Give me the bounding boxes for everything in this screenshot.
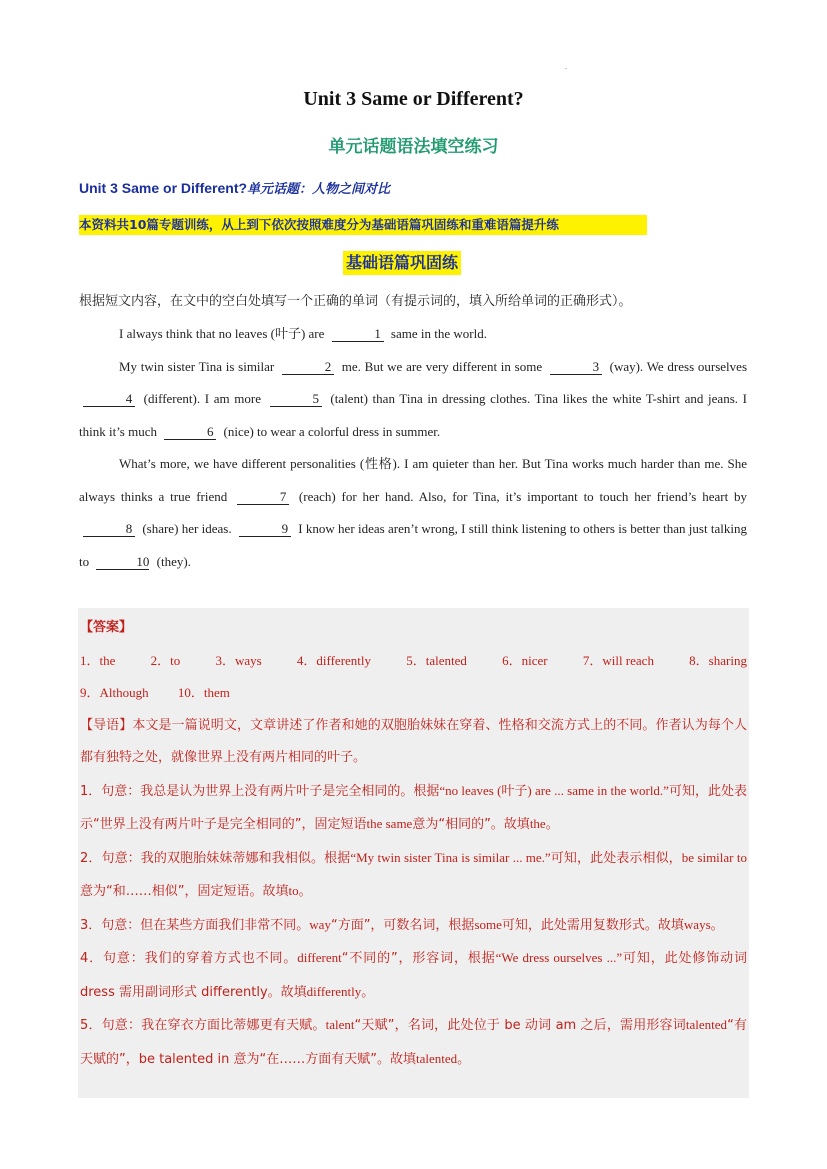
page-title: Unit 3 Same or Different? (303, 88, 524, 110)
blank-8[interactable]: 8 (83, 522, 135, 537)
answer-item: 3．ways (215, 652, 262, 668)
answer-item: 9．Although (80, 685, 149, 700)
blank-4[interactable]: 4 (83, 392, 135, 407)
blank-9[interactable]: 9 (239, 522, 291, 537)
page-subtitle: 单元话题语法填空练习 (328, 137, 499, 157)
answer-item: 5．talented (406, 652, 467, 668)
answer-item: 7．will reach (582, 652, 654, 668)
blank-6[interactable]: 6 (164, 425, 216, 440)
topic-prefix: Unit 3 Same or Different? (79, 180, 248, 196)
topic-label: 单元话题：人物之间对比 (247, 182, 391, 197)
answer-item: 4．differently (296, 652, 372, 668)
section-title: 基础语篇巩固练 (343, 251, 461, 275)
answer-header: 【答案】 (80, 620, 133, 635)
answer-item: 6．nicer (502, 652, 548, 668)
passage (79, 318, 747, 578)
material-note: 本资料共10篇专题训练，从上到下依次按照难度分为基础语篇巩固练和重难语篇提升练 (79, 215, 647, 235)
answer-section (80, 612, 747, 1076)
page-mark: . (565, 62, 567, 71)
blank-7[interactable]: 7 (237, 490, 289, 505)
answer-item: 10．them (177, 685, 230, 700)
blank-2[interactable]: 2 (282, 360, 334, 375)
blank-10[interactable]: 10 (96, 555, 149, 570)
blank-5[interactable]: 5 (270, 392, 322, 407)
topic-line (79, 178, 390, 197)
explanation-3: 3．句意：但在某些方面我们非常不同。way“方面”，可数名词，根据some可知，此处需用复数形式。故填ways。 (80, 916, 724, 933)
blank-1[interactable]: 1 (332, 327, 384, 342)
answer-item: 8．sharing (689, 652, 747, 668)
answer-row-1 (80, 645, 747, 678)
explanation-4: 4．句意：我们的穿着方式也不同。different“不同的”，形容词，根据“We dress ourselves ...”可知，此处修饰动词 dress 需用副词形式 differently。故填differently。 (80, 950, 747, 1000)
answer-row-2 (80, 677, 747, 710)
answer-item: 2．to (150, 652, 181, 668)
passage-paragraph-1: I always think that no leaves (叶子) are 1 same in the world. (119, 326, 487, 341)
blank-3[interactable]: 3 (550, 360, 602, 375)
passage-paragraph-3: What’s more, we have different personalities (性格). I am quieter than her. But Tina works much harder than me. She always thinks a true friend 7 (reach) for her hand. Also, for Tina, it’s important to touch her friend’s heart by 8 (share) her ideas. 9 I know her ideas aren’t wrong, I still think listening to others is better than just talking to 10 (they). (79, 456, 748, 569)
passage-paragraph-2: My twin sister Tina is similar 2 me. But we are very different in some 3 (way). We dress ourselves 4 (different). I am more 5 (talent) than Tina in dressing clothes. Tina likes the white T-shirt and jeans. I think it’s much 6 (nice) to wear a colorful dress in summer. (79, 358, 748, 439)
explanation-5: 5．句意：我在穿衣方面比蒂娜更有天赋。talent“天赋”，名词，此处位于 be 动词 am 之后，需用形容词talented“有天赋的”，be talented in 意为“在……方面有天赋”。故填talented。 (80, 1017, 747, 1067)
instruction: 根据短文内容，在文中的空白处填写一个正确的单词（有提示词的，填入所给单词的正确形式）。 (79, 294, 632, 309)
explanation-2: 2．句意：我的双胞胎妹妹蒂娜和我相似。根据“My twin sister Tina is similar ... me.”可知，此处表示相似，be similar to意为“和……相似”，固定短语。故填to。 (80, 849, 747, 899)
guide-text: 【导语】本文是一篇说明文，文章讲述了作者和她的双胞胎妹妹在穿着、性格和交流方式上的不同。作者认为每个人都有独特之处，就像世界上没有两片相同的叶子。 (80, 717, 747, 765)
answer-item: 1．the (80, 652, 116, 668)
explanation-1: 1．句意：我总是认为世界上没有两片叶子是完全相同的。根据“no leaves (叶子) are ... same in the world.”可知，此处表示“世界上没有两片叶子是完全相同的”，固定短语the same意为“相同的”。故填the。 (80, 782, 747, 832)
